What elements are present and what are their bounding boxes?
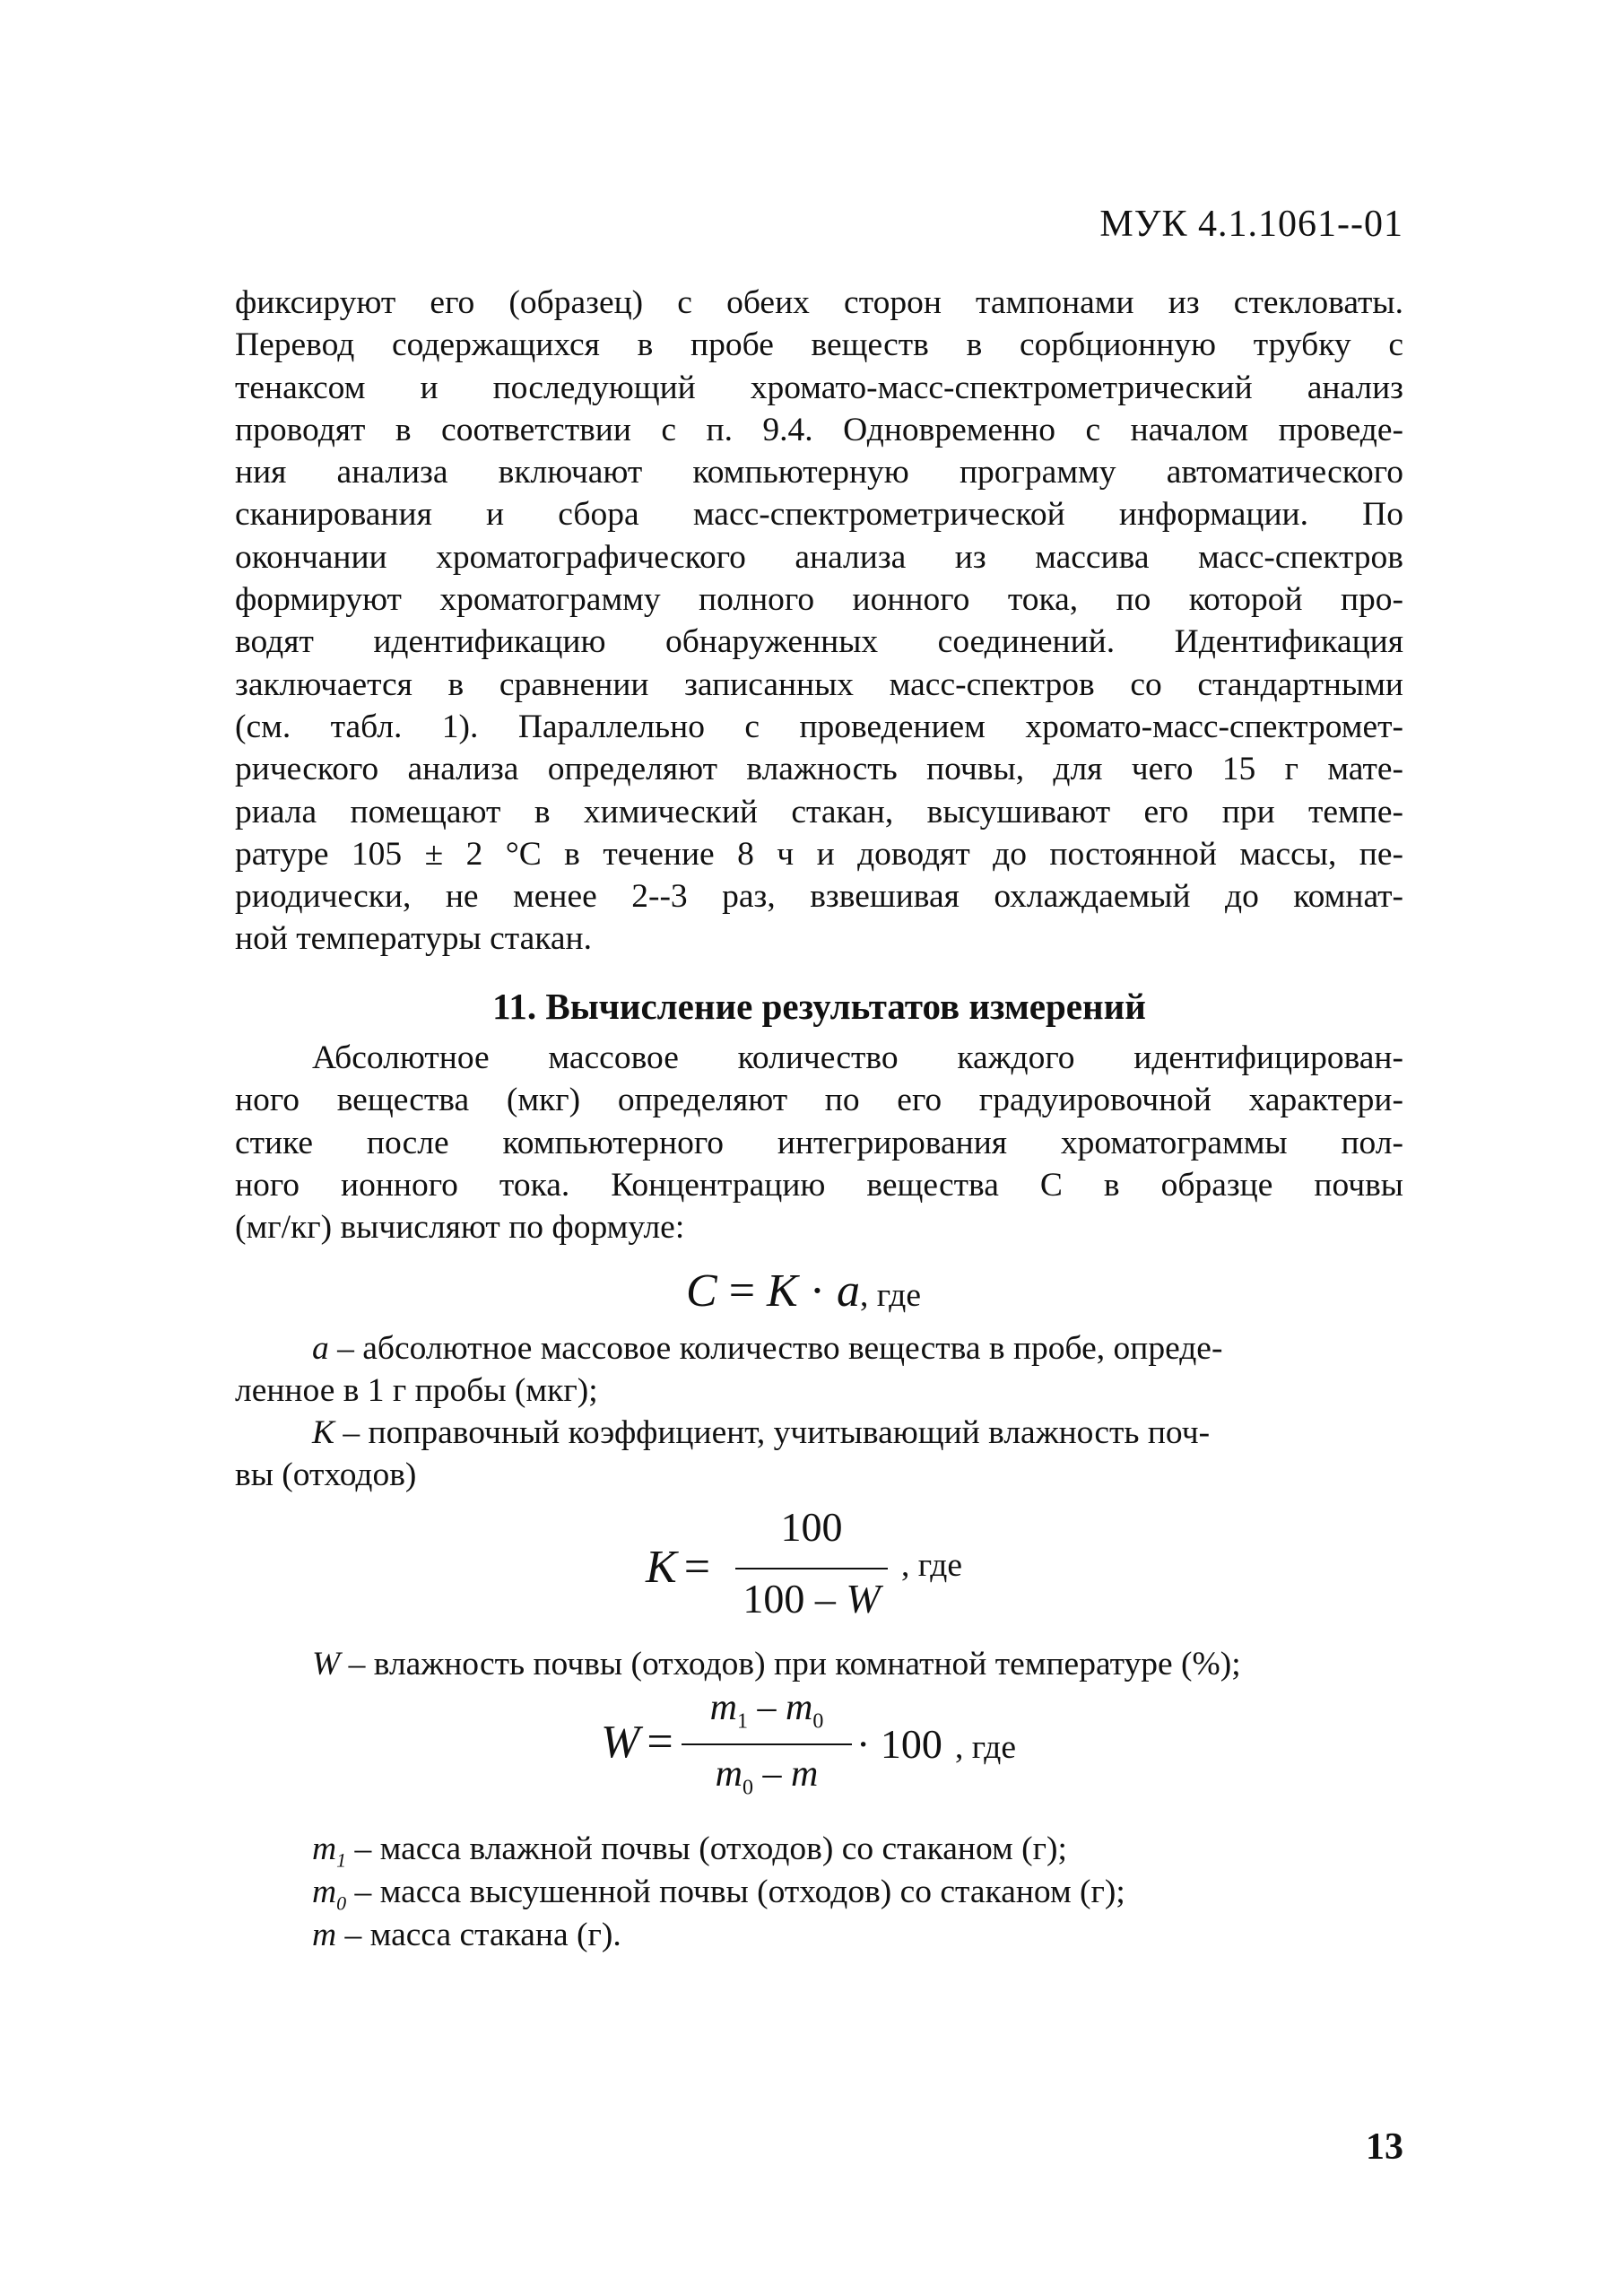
text-line: рического анализа определяют влажность почвы, для чего 15 г мате-: [235, 751, 1403, 788]
text-line: проводят в соответствии с п. 9.4. Одновременно с началом проведе-: [235, 411, 1403, 448]
intro-paragraph: [235, 282, 1403, 961]
text-line: заключается в сравнении записанных масс-спектров со стандартными: [235, 665, 1403, 703]
definition-m: m – масса стакана (г).: [312, 1917, 621, 1953]
formula-concentration: [686, 1265, 921, 1317]
definition-m0: $m_0$ – масса высушенной почвы (отходов) со стаканом (г);: [312, 1874, 1125, 1915]
formula-lhs: [646, 1541, 710, 1594]
denominator-number: 100 –: [743, 1576, 847, 1622]
formula-operator: =: [647, 1717, 673, 1768]
text-line: риала помещают в химический стакан, высушивают его при темпе-: [235, 793, 1403, 830]
text-line: ния анализа включают компьютерную программу автоматического: [235, 454, 1403, 491]
text-line: водят идентификацию обнаруженных соединений. Идентификация: [235, 623, 1403, 661]
formula-multiplier: · 100: [856, 1721, 942, 1767]
text-line: окончании хроматографического анализа из массива масс-спектров: [235, 538, 1403, 576]
fraction-numerator: $m_1 - m_0$: [709, 1687, 824, 1734]
definition-text: – влажность почвы (отходов) при комнатной температуре (%);: [340, 1646, 1241, 1682]
definition-text: – поправочный коэффициент, учитывающий влажность поч-: [334, 1414, 1211, 1451]
formula-symbol: K: [767, 1265, 798, 1317]
text-line: ратуре 105 ± 2 °С в течение 8 ч и доводят до постоянной массы, пе-: [235, 835, 1403, 873]
definition-a-continuation: ленное в 1 г пробы (мкг);: [235, 1372, 598, 1409]
page-number: 13: [1366, 2126, 1403, 2168]
formula-operator: ·: [797, 1265, 838, 1317]
text-line: фиксируют его (образец) с обеих сторон тампонами из стекловаты.: [235, 284, 1403, 321]
definition-text: – абсолютное массовое количество вещества в пробе, опреде-: [328, 1330, 1223, 1367]
formula-symbol: a: [837, 1265, 861, 1317]
text-line: стике после компьютерного интегрирования хроматограммы пол-: [235, 1124, 1403, 1161]
text-line: ного ионного тока. Концентрацию вещества С в образце почвы: [235, 1166, 1403, 1204]
definition-symbol: K: [312, 1414, 335, 1451]
formula-symbol: C: [686, 1265, 717, 1317]
fraction-bar: [735, 1568, 888, 1569]
formula-symbol: K: [646, 1542, 677, 1593]
definition-w: [312, 1643, 1403, 1685]
text-line: (мг/кг) вычисляют по формуле:: [235, 1209, 685, 1247]
text-line: (см. табл. 1). Параллельно с проведением хромато-масс-спектромет-: [235, 708, 1403, 745]
text-line: сканирования и сбора масс-спектрометрической информации. По: [235, 496, 1403, 534]
text-line: риодически, не менее 2--3 раз, взвешивая охлаждаемый до комнат-: [235, 878, 1403, 916]
fraction-bar: [682, 1743, 852, 1745]
definition-k-continuation: вы (отходов): [235, 1456, 417, 1493]
fraction-numerator: 100: [780, 1504, 843, 1550]
definition-k: [312, 1412, 1210, 1455]
text-line: ного вещества (мкг) определяют по его градуировочной характери-: [235, 1082, 1403, 1119]
formula-symbol: W: [601, 1717, 640, 1768]
formula-operator: =: [683, 1542, 711, 1593]
text-line: ной температуры стакан.: [235, 920, 592, 958]
document-code: МУК 4.1.1061--01: [1099, 204, 1403, 245]
definition-m1: $m_1$ – масса влажной почвы (отходов) со стаканом (г);: [312, 1830, 1067, 1872]
formula-lhs: [601, 1716, 673, 1769]
definition-a: [312, 1327, 1222, 1370]
denominator-symbol: W: [846, 1576, 881, 1622]
text-line: формируют хроматограмму полного ионного тока, по которой про-: [235, 581, 1403, 619]
text-line: тенаксом и последующий хромато-масс-спектрометрический анализ: [235, 369, 1403, 406]
text-line: Абсолютное массовое количество каждого идентифицирован-: [312, 1039, 1403, 1076]
definition-symbol: W: [312, 1646, 341, 1682]
section-paragraph: [235, 1037, 1403, 1248]
section-heading: 11. Вычисление результатов измерений: [492, 986, 1146, 1027]
fraction-denominator: [731, 1575, 892, 1622]
formula-suffix: , где: [860, 1277, 922, 1314]
text-line: Перевод содержащихся в пробе веществ в сорбционную трубку с: [235, 326, 1403, 364]
formula-suffix: , где: [955, 1729, 1016, 1766]
definition-symbol: a: [312, 1330, 329, 1367]
formula-suffix: , где: [901, 1547, 962, 1584]
formula-operator: =: [716, 1265, 768, 1317]
fraction-denominator: $m_0$ – m: [715, 1753, 819, 1800]
